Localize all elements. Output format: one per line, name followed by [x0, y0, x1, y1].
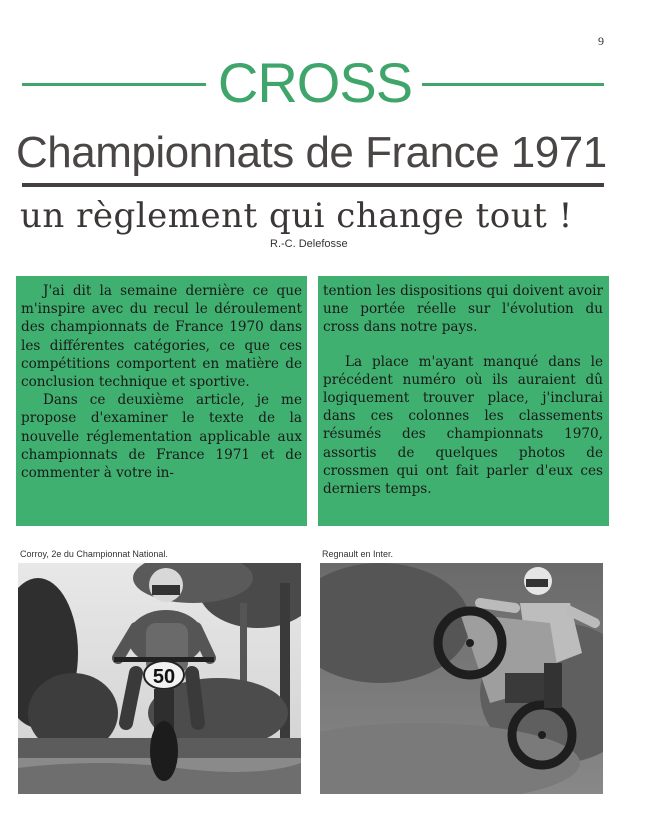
article-paragraph: Dans ce deuxième article, je me propose d'examiner le texte de la nouvelle réglementation applicable aux championnats de France 1971 et de commenter à votre in- [21, 392, 302, 482]
article-paragraph: J'ai dit la semaine dernière ce que m'inspire avec du recul le déroulement des championnats de France 1970 dans les différentes catégories, ce que ces compétitions comportent en matière de conclusion technique et sportive. [21, 283, 302, 391]
photo-rider-front [18, 563, 301, 794]
motocross-rider-photo-icon [18, 563, 301, 794]
article-paragraph: tention les dispositions qui doivent avoir une portée réelle sur l'évolution du cross dans notre pays. [323, 283, 603, 336]
subheadline: un règlement qui change tout ! [20, 196, 573, 236]
section-kicker: CROSS [217, 51, 413, 114]
headline: Championnats de France 1971 [16, 128, 607, 177]
motocross-jump-photo-icon [320, 563, 603, 794]
photo-caption-right: Regnault en Inter. [322, 549, 394, 559]
kicker-rule-right [422, 83, 604, 86]
photo-rider-jump [320, 563, 603, 794]
photo-caption-left: Corroy, 2e du Championnat National. [20, 549, 168, 559]
article-column-right [318, 276, 609, 526]
page-number: 9 [598, 34, 604, 48]
kicker-rule-left [22, 83, 206, 86]
bib-number: 50 [152, 666, 176, 688]
article-column-left [16, 276, 307, 526]
article-paragraph: La place m'ayant manqué dans le précédent numéro où ils auraient dû logiquement trouver place, j'inclurai dans ces colonnes les classements résumés des championnats 1970, assortis de quelques photos de crossmen qui ont fait parler d'eux ces derniers temps. [323, 353, 603, 498]
paragraph-spacer [323, 337, 603, 353]
byline: R.-C. Delefosse [270, 238, 348, 250]
headline-rule [22, 183, 604, 187]
